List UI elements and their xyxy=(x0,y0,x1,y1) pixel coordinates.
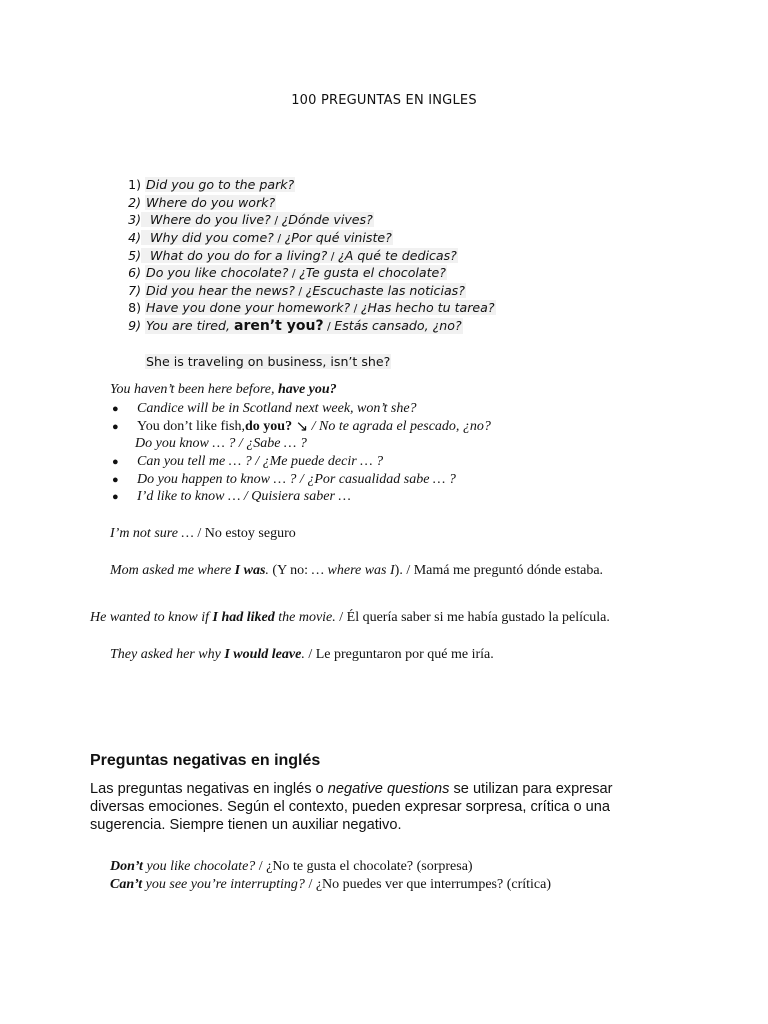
bullet-text: Candice will be in Scotland next week, won’t she? xyxy=(137,400,417,416)
list-item xyxy=(110,488,491,506)
item-number: 8) xyxy=(128,300,141,316)
list-item xyxy=(110,282,496,300)
item-number: 6) xyxy=(128,265,141,281)
question-en: Do you like chocolate? xyxy=(146,265,289,281)
question-en: What do you do for a living? xyxy=(146,247,328,263)
not-sure-sentence: I’m not sure … / No estoy seguro xyxy=(110,526,296,541)
leave-sentence: They asked her why I would leave. / Le preguntaron por qué me iría. xyxy=(110,647,494,662)
question-en: Have you done your homework? xyxy=(146,300,351,316)
list-item xyxy=(110,194,496,212)
question-es: ¿A qué te dedicas? xyxy=(338,247,457,263)
falling-intonation-arrow-icon: ↘ xyxy=(295,419,309,436)
example-bold: have you? xyxy=(277,382,337,397)
page-title: 100 PREGUNTAS EN INGLES xyxy=(291,93,477,108)
example-negative-2: Can’t you see you’re interrupting? / ¿No puedes ver que interrumpes? (crítica) xyxy=(110,877,551,892)
question-en: Did you hear the news? xyxy=(146,282,295,298)
item-number: 3) xyxy=(128,212,141,228)
list-item xyxy=(110,435,491,453)
separator: / xyxy=(270,214,282,228)
question-en: You are tired, xyxy=(146,317,235,333)
bullet-text: Do you happen to know … ? / ¿Por casualidad sabe … ? xyxy=(137,471,456,487)
list-item xyxy=(110,418,491,436)
item-number: 2) xyxy=(128,194,141,210)
question-en: Did you go to the park? xyxy=(146,177,295,193)
question-pair xyxy=(141,212,374,227)
separator: / xyxy=(327,249,339,263)
bullet-text: I’d like to know … / Quisiera saber … xyxy=(137,489,351,505)
question-es: ¿Escuchaste las noticias? xyxy=(305,282,465,298)
liked-sentence: He wanted to know if I had liked the movie. / Él quería saber si me había gustado la película. xyxy=(90,610,610,625)
tag-question-example xyxy=(110,382,337,398)
question-pair xyxy=(141,248,458,263)
bullet-translation: / No te agrada el pescado, ¿no? xyxy=(311,418,491,434)
question-pair xyxy=(145,283,466,298)
list-item xyxy=(110,211,496,229)
question-es: ¿Te gusta el chocolate? xyxy=(299,265,446,281)
question-en: Why did you come? xyxy=(146,230,274,246)
list-item xyxy=(110,299,496,317)
list-item xyxy=(110,176,496,194)
question-pair xyxy=(145,300,496,315)
question-en: Where do you live? xyxy=(146,212,271,228)
item-number: 1) xyxy=(128,177,141,193)
mom-sentence: Mom asked me where I was. (Y no: … where was I). / Mamá me preguntó dónde estaba. xyxy=(110,563,604,578)
section-heading: Preguntas negativas en inglés xyxy=(90,752,321,769)
question-pair xyxy=(145,265,447,280)
bullet-icon: ● xyxy=(112,473,119,486)
bullet-text: You don’t like fish, xyxy=(137,418,246,434)
separator: / xyxy=(350,302,361,316)
question-es: ¿Has hecho tu tarea? xyxy=(360,300,495,316)
list-item xyxy=(110,453,491,471)
question-en: Where do you work? xyxy=(146,194,276,210)
separator: / xyxy=(288,267,300,281)
section-paragraph: Las preguntas negativas en inglés o negative questions se utilizan para expresar diversas emociones. Según el contexto, pueden expresar sorpresa, crítica o una sugerencia. Siempre tienen un auxiliar negativo. xyxy=(90,781,613,834)
list-item xyxy=(110,229,496,247)
example-text: You haven’t been here before, xyxy=(110,382,278,397)
item-number: 7) xyxy=(128,282,141,298)
question-pair xyxy=(145,318,463,334)
list-item xyxy=(110,264,496,282)
bullet-bold: do you? xyxy=(245,418,293,434)
question-es: ¿Por qué viniste? xyxy=(284,230,392,246)
numbered-question-list xyxy=(110,176,496,334)
bullet-icon: ● xyxy=(112,402,119,415)
bullet-list xyxy=(110,400,491,506)
question-pair xyxy=(141,230,393,245)
separator: / xyxy=(294,284,306,298)
bullet-icon: ● xyxy=(112,455,119,468)
separator: / xyxy=(323,319,335,333)
item-number: 9) xyxy=(128,318,141,334)
bullet-text: Do you know … ? / ¿Sabe … ? xyxy=(135,436,307,452)
traveling-sentence: She is traveling on business, isn’t she? xyxy=(146,354,391,369)
list-item xyxy=(110,317,496,335)
item-number: 4) xyxy=(128,230,141,246)
separator: / xyxy=(273,232,285,246)
list-item xyxy=(110,400,491,418)
list-item xyxy=(110,246,496,264)
tag-question: aren’t you? xyxy=(234,317,324,334)
example-negative-1: Don’t you like chocolate? / ¿No te gusta el chocolate? (sorpresa) xyxy=(110,859,473,874)
question-es: Estás cansado, ¿no? xyxy=(334,317,462,333)
bullet-icon: ● xyxy=(112,420,119,433)
question-es: ¿Dónde vives? xyxy=(281,212,373,228)
bullet-icon: ● xyxy=(112,491,119,504)
item-number: 5) xyxy=(128,247,141,263)
bullet-text: Can you tell me … ? / ¿Me puede decir … ? xyxy=(137,453,384,469)
list-item xyxy=(110,471,491,489)
